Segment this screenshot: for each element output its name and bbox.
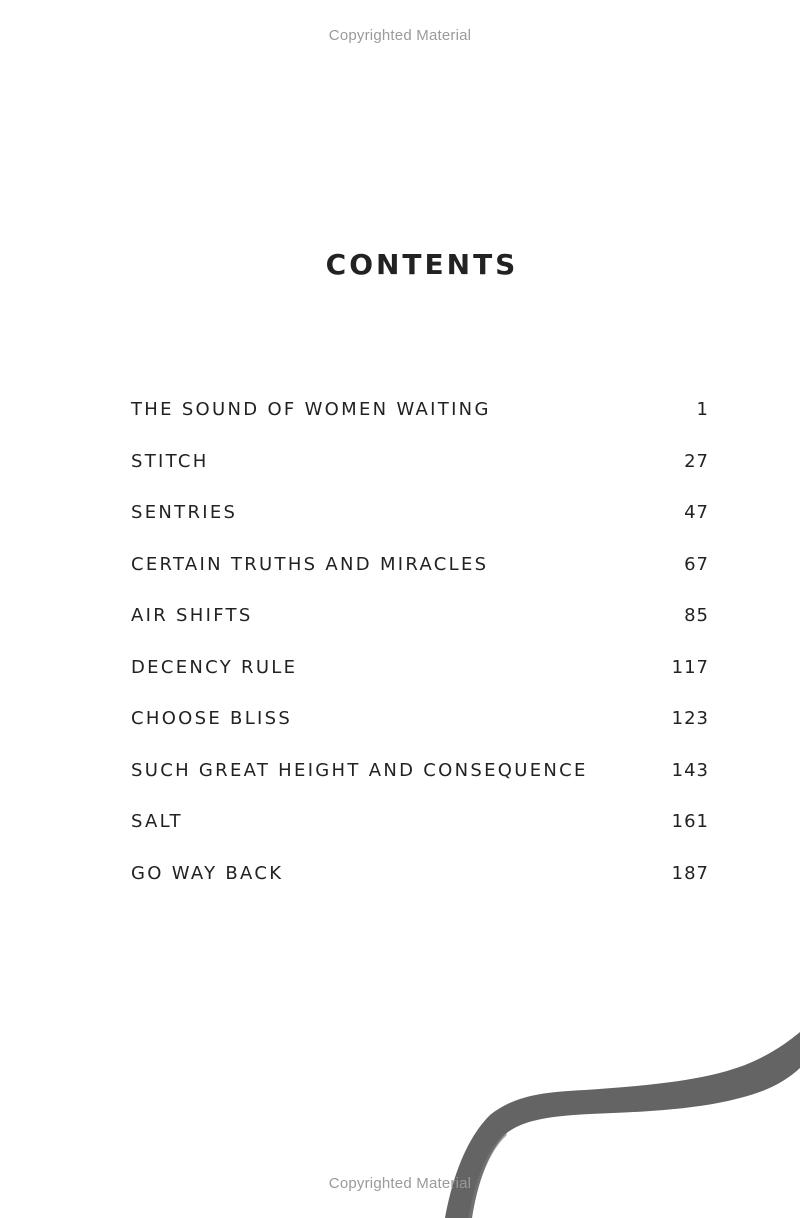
toc-entry-page: 143 [671,759,709,781]
toc-entry-title: SALT [131,811,183,832]
toc-entry-title: AIR SHIFTS [131,605,253,626]
toc-entry-title: THE SOUND OF WOMEN WAITING [131,399,491,420]
toc-entry-page: 187 [671,862,709,884]
toc-entry-page: 117 [671,656,709,678]
toc-entry-page: 123 [671,708,709,729]
copyright-watermark-top: Copyrighted Material [328,27,472,44]
toc-entry-title: SUCH GREAT HEIGHT AND CONSEQUENCE [131,759,588,781]
toc-entry-page: 67 [684,553,709,575]
toc-entry-title: DECENCY RULE [131,656,298,678]
copyright-watermark-bottom: Copyrighted Material [328,1175,472,1192]
toc-entry-title: CERTAIN TRUTHS AND MIRACLES [131,553,489,575]
toc-entry-title: STITCH [131,450,209,472]
toc-entry-title: SENTRIES [131,502,238,523]
toc-entry-page: 27 [684,450,709,472]
toc-entry-title: GO WAY BACK [131,862,284,884]
toc-entry-page: 1 [696,399,709,420]
contents-heading: CONTENTS [325,248,519,281]
toc-entry-title: CHOOSE BLISS [131,708,293,729]
toc-entry-page: 85 [684,605,709,626]
toc-entry-page: 47 [684,502,709,523]
toc-entry-page: 161 [671,811,709,832]
